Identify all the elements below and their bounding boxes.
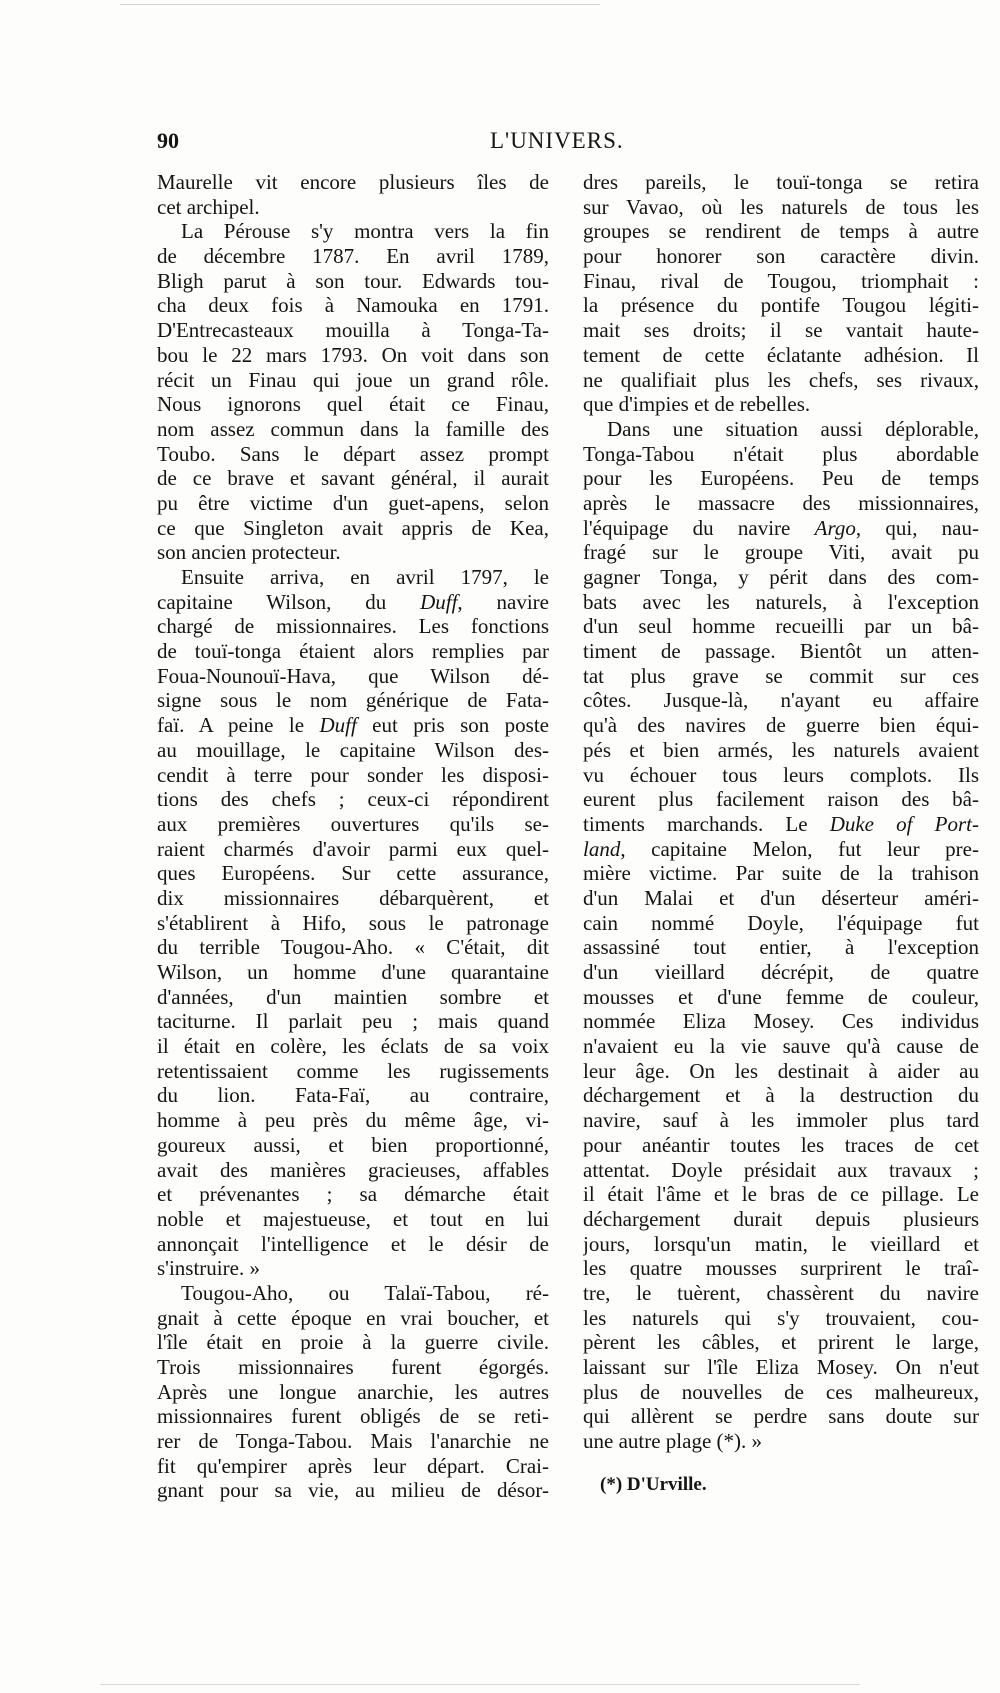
- text-line: après le massacre des missionnaires,: [583, 490, 979, 515]
- scan-edge-bottom: [100, 1684, 860, 1685]
- text-line: il était l'âme et le bras de ce pillage. Le: [583, 1182, 979, 1207]
- text-line: d'années, d'un maintien sombre et: [157, 984, 549, 1009]
- text-line: du lion. Fata-Faï, au contraire,: [157, 1083, 549, 1108]
- text-line: Finau, rival de Tougou, triomphait :: [583, 268, 979, 293]
- text-line: cet archipel.: [157, 194, 260, 219]
- text-line: de touï-tonga étaient alors remplies par: [157, 639, 549, 664]
- text-line: cendit à terre pour sonder les disposi-: [157, 762, 549, 787]
- text-line: taciturne. Il parlait peu ; mais quand: [157, 1009, 549, 1034]
- text-line: la présence du pontife Tougou légiti-: [583, 293, 979, 318]
- text-line: de décembre 1787. En avril 1789,: [157, 244, 549, 269]
- left-column: [157, 170, 549, 1503]
- text-line: missionnaires furent obligés de se reti-: [157, 1404, 549, 1429]
- italic-text: Duff: [319, 713, 357, 738]
- text-line: pèrent les câbles, et prirent le large,: [583, 1330, 979, 1355]
- text-line: Toubo. Sans le départ assez prompt: [157, 441, 549, 466]
- text-line: du terrible Tougou-Aho. « C'était, dit: [157, 935, 549, 960]
- text-line: s'instruire. »: [157, 1256, 260, 1281]
- text-line: raient charmés d'avoir parmi eux quel-: [157, 836, 549, 861]
- text-line: qui allèrent se perdre sans doute sur: [583, 1404, 979, 1429]
- text-segment: timents marchands. Le: [583, 811, 830, 836]
- text-line: signe sous le nom générique de Fata-: [157, 688, 549, 713]
- text-line: Tougou-Aho, ou Talaï-Tabou, ré-: [181, 1280, 549, 1305]
- text-line: [157, 713, 549, 738]
- text-line: mait ses droits; il se vantait haute-: [583, 318, 979, 343]
- text-segment: , navire: [457, 589, 549, 614]
- text-line: les quatre mousses surprirent le traî-: [583, 1256, 979, 1281]
- text-line: mousses et d'une femme de couleur,: [583, 984, 979, 1009]
- text-line: [583, 812, 979, 837]
- text-line: tat plus grave se commit sur ces: [583, 663, 979, 688]
- text-line: bou le 22 mars 1793. On voit dans son: [157, 342, 549, 367]
- text-line: ce que Singleton avait appris de Kea,: [157, 515, 549, 540]
- text-line: récit un Finau qui joue un grand rôle.: [157, 367, 549, 392]
- text-line: d'un Malai et d'un déserteur améri-: [583, 885, 979, 910]
- text-line: Tonga-Tabou n'était plus abordable: [583, 441, 979, 466]
- text-line: cain nommé Doyle, l'équipage fut: [583, 910, 979, 935]
- text-line: d'un seul homme recueilli par un bâ-: [583, 614, 979, 639]
- running-title: L'UNIVERS.: [490, 128, 624, 153]
- paragraph: [157, 565, 549, 1281]
- text-line: annonçait l'intelligence et le désir de: [157, 1231, 549, 1256]
- text-line: gnant pour sa vie, au milieu de désor-: [157, 1478, 549, 1503]
- text-line: nommée Eliza Mosey. Ces individus: [583, 1009, 979, 1034]
- paragraph: [157, 219, 549, 565]
- text-line: que d'impies et de rebelles.: [583, 392, 811, 417]
- text-line: homme à peu près du même âge, vi-: [157, 1108, 549, 1133]
- text-line: qu'à des navires de guerre bien équi-: [583, 713, 979, 738]
- text-line: retentissaient comme les rugissements: [157, 1058, 549, 1083]
- text-line: jours, lorsqu'un matin, le vieillard et: [583, 1231, 979, 1256]
- text-line: noble et majestueuse, et tout en lui: [157, 1206, 549, 1231]
- text-line: Trois missionnaires furent égorgés.: [157, 1355, 549, 1379]
- text-line: groupes se rendirent de temps à autre: [583, 219, 979, 244]
- text-line: Ensuite arriva, en avril 1797, le: [181, 565, 549, 589]
- text-line: pés et bien armés, les naturels avaient: [583, 737, 979, 762]
- text-line: dres pareils, le touï-tonga se retira: [583, 170, 979, 194]
- text-line: côtes. Jusque-là, n'ayant eu affaire: [583, 688, 979, 713]
- italic-text: Argo: [814, 515, 856, 540]
- paragraph: [583, 170, 979, 417]
- text-line: dix missionnaires débarquèrent, et: [157, 885, 549, 910]
- text-line: pour anéantir toutes les traces de cet: [583, 1132, 979, 1157]
- text-line: et prévenantes ; sa démarche était: [157, 1182, 549, 1207]
- text-line: s'établirent à Hifo, sous le patronage: [157, 910, 549, 935]
- italic-text: Duke of Port-: [829, 811, 979, 836]
- text-line: pu être victime d'un guet-apens, selon: [157, 490, 549, 515]
- text-segment: faï. A peine le: [157, 713, 320, 738]
- paragraph: [157, 1281, 549, 1503]
- text-line: cha deux fois à Namouka en 1791.: [157, 293, 549, 318]
- text-line: déchargement durait depuis plusieurs: [583, 1206, 979, 1231]
- text-line: nom assez commun dans la famille des: [157, 416, 549, 441]
- text-line: les naturels qui s'y trouvaient, cou-: [583, 1305, 979, 1330]
- text-line: aux premières ouvertures qu'ils se-: [157, 811, 549, 836]
- text-line: Après une longue anarchie, les autres: [157, 1379, 549, 1404]
- text-line: avait des manières gracieuses, affables: [157, 1157, 549, 1182]
- text-line: Bligh parut à son tour. Edwards tou-: [157, 268, 549, 293]
- text-line: ne qualifiait plus les chefs, ses rivaux,: [583, 367, 979, 392]
- text-line: [157, 590, 549, 615]
- right-column: [583, 170, 979, 1454]
- text-line: laissant sur l'île Eliza Mosey. On n'eut: [583, 1355, 979, 1379]
- text-line: Nous ignorons quel était ce Finau,: [157, 392, 549, 417]
- text-line: eurent plus facilement raison des bâ-: [583, 787, 979, 812]
- text-line: pour honorer son caractère divin.: [583, 244, 979, 269]
- text-segment: capitaine Wilson, du: [157, 589, 421, 614]
- text-line: au mouillage, le capitaine Wilson des-: [157, 737, 549, 762]
- text-line: vu échouer tous leurs complots. Ils: [583, 762, 979, 787]
- text-line: Maurelle vit encore plusieurs îles de: [157, 170, 549, 194]
- italic-text: land: [583, 836, 621, 861]
- text-line: gnait à cette époque en vrai boucher, et: [157, 1305, 549, 1330]
- text-line: tement de cette éclatante adhésion. Il: [583, 342, 979, 367]
- text-line: timent de passage. Bientôt un atten-: [583, 639, 979, 664]
- text-line: n'avaient eu la vie sauve qu'à cause de: [583, 1034, 979, 1059]
- text-line: [583, 516, 979, 541]
- text-line: leur âge. On les destinait à aider au: [583, 1058, 979, 1083]
- text-line: chargé de missionnaires. Les fonctions: [157, 614, 549, 639]
- text-segment: , qui, nau-: [855, 515, 979, 540]
- text-segment: , capitaine Melon, fut leur pre-: [620, 836, 979, 861]
- paragraph: [583, 417, 979, 1454]
- text-segment: eut pris son poste: [356, 713, 549, 738]
- text-line: une autre plage (*). »: [583, 1429, 763, 1454]
- footnote: (*) D'Urville.: [600, 1474, 707, 1495]
- text-line: il était en colère, les éclats de sa voix: [157, 1034, 549, 1059]
- text-line: son ancien protecteur.: [157, 540, 341, 565]
- text-line: tions des chefs ; ceux-ci répondirent: [157, 787, 549, 812]
- text-line: assassiné tout entier, à l'exception: [583, 935, 979, 960]
- text-line: pour les Européens. Peu de temps: [583, 466, 979, 491]
- page-number: 90: [157, 128, 179, 153]
- text-line: Dans une situation aussi déplorable,: [607, 416, 979, 441]
- text-line: sur Vavao, où les naturels de tous les: [583, 194, 979, 219]
- italic-text: Duff: [420, 589, 458, 614]
- text-line: goureux aussi, et bien proportionné,: [157, 1132, 549, 1157]
- text-line: tre, le tuèrent, chassèrent du navire: [583, 1280, 979, 1305]
- text-line: bats avec les naturels, à l'exception: [583, 589, 979, 614]
- text-line: Wilson, un homme d'une quarantaine: [157, 960, 549, 984]
- text-segment: l'équipage du navire: [583, 515, 815, 540]
- text-line: d'un vieillard décrépit, de quatre: [583, 960, 979, 984]
- text-line: déchargement et à la destruction du: [583, 1083, 979, 1108]
- text-line: plus de nouvelles de ces malheureux,: [583, 1379, 979, 1404]
- text-line: ques Européens. Sur cette assurance,: [157, 861, 549, 886]
- text-line: rer de Tonga-Tabou. Mais l'anarchie ne: [157, 1429, 549, 1454]
- text-line: mière victime. Par suite de la trahison: [583, 861, 979, 886]
- text-line: fragé sur le groupe Viti, avait pu: [583, 540, 979, 565]
- text-line: gagner Tonga, y périt dans des com-: [583, 565, 979, 589]
- scan-edge-top: [120, 4, 600, 5]
- text-line: attentat. Doyle présidait aux travaux ;: [583, 1157, 979, 1182]
- text-line: de ce brave et savant général, il aurait: [157, 466, 549, 491]
- text-line: La Pérouse s'y montra vers la fin: [181, 219, 549, 244]
- text-line: fit qu'empirer après leur départ. Crai-: [157, 1453, 549, 1478]
- text-line: Foua-Nounouï-Hava, que Wilson dé-: [157, 663, 549, 688]
- paragraph: [157, 170, 549, 219]
- text-line: D'Entrecasteaux mouilla à Tonga-Ta-: [157, 318, 549, 343]
- text-line: navire, sauf à les immoler plus tard: [583, 1108, 979, 1133]
- text-line: [583, 837, 979, 862]
- text-line: l'île était en proie à la guerre civile.: [157, 1330, 549, 1355]
